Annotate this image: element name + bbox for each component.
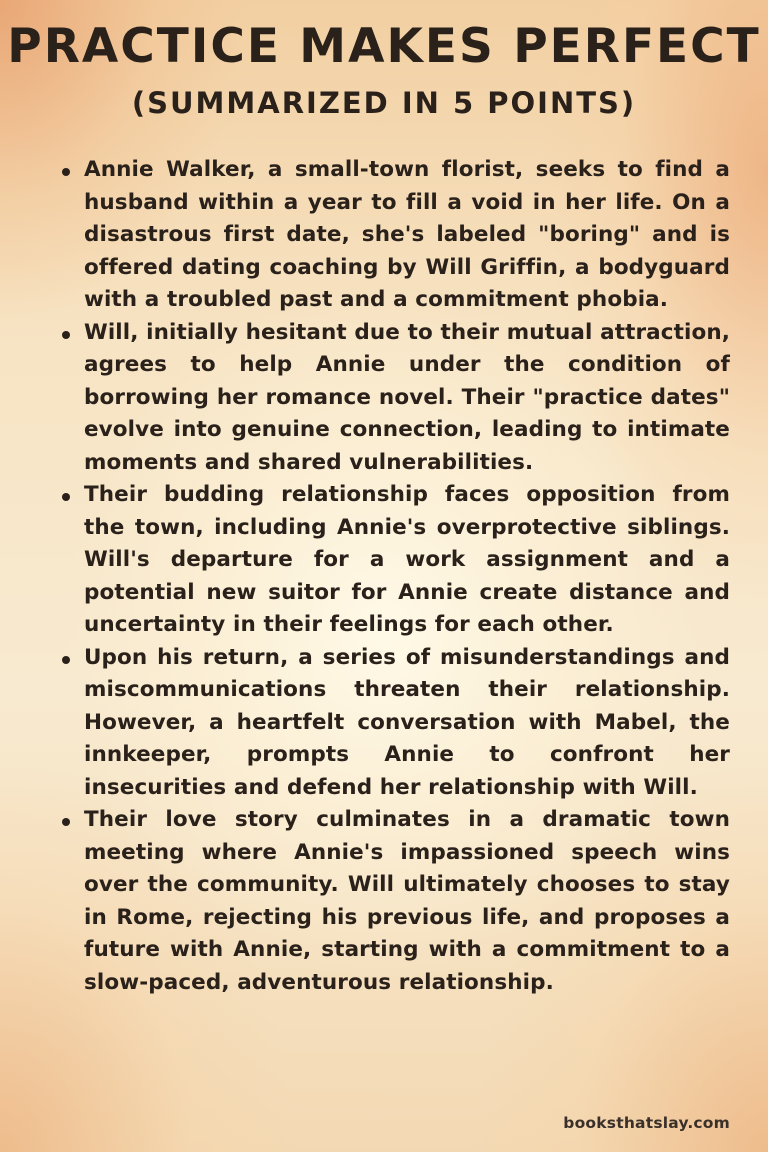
bullet-icon xyxy=(62,656,70,664)
bullet-icon xyxy=(62,493,70,501)
bullet-icon xyxy=(62,331,70,339)
summary-point-text: Their love story culminates in a dramatic town meeting where Annie's impassioned speech wins over the community. Will ultimately chooses to stay in Rome, rejecting his previous life, and proposes a future with Annie, starting with a commitment to a slow-paced, adventurous relationship. xyxy=(84,807,730,995)
summary-point-text: Their budding relationship faces opposition from the town, including Annie's overprotective siblings. Will's departure for a work assignment and a potential new suitor for Annie create distance and uncertainty in their feelings for each other. xyxy=(84,482,730,637)
summary-point-4 xyxy=(60,642,730,805)
summary-points-list xyxy=(60,154,730,999)
site-credit: booksthatslay.com xyxy=(563,1114,730,1132)
summary-point-3 xyxy=(60,479,730,642)
summary-point-1 xyxy=(60,154,730,317)
bullet-icon xyxy=(62,818,70,826)
summary-point-5 xyxy=(60,804,730,999)
summary-point-text: Will, initially hesitant due to their mutual attraction, agrees to help Annie under the condition of borrowing her romance novel. Their "practice dates" evolve into genuine connection, leading to intimate moments and shared vulnerabilities. xyxy=(84,319,730,475)
bullet-icon xyxy=(62,168,70,176)
summary-point-2 xyxy=(60,317,730,480)
summary-point-text: Upon his return, a series of misunderstandings and miscommunications threaten their relationship. However, a heartfelt conversation with Mabel, the innkeeper, prompts Annie to confront her insecurities and defend her relationship with Will. xyxy=(84,644,730,800)
page-title: PRACTICE MAKES PERFECT xyxy=(7,19,761,74)
page-subtitle: (SUMMARIZED IN 5 POINTS) xyxy=(131,86,637,120)
summary-point-text: Annie Walker, a small-town florist, seeks to find a husband within a year to fill a void in her life. On a disastrous first date, she's labeled "boring" and is offered dating coaching by Will Griffin, a bodyguard with a troubled past and a commitment phobia. xyxy=(84,157,730,312)
